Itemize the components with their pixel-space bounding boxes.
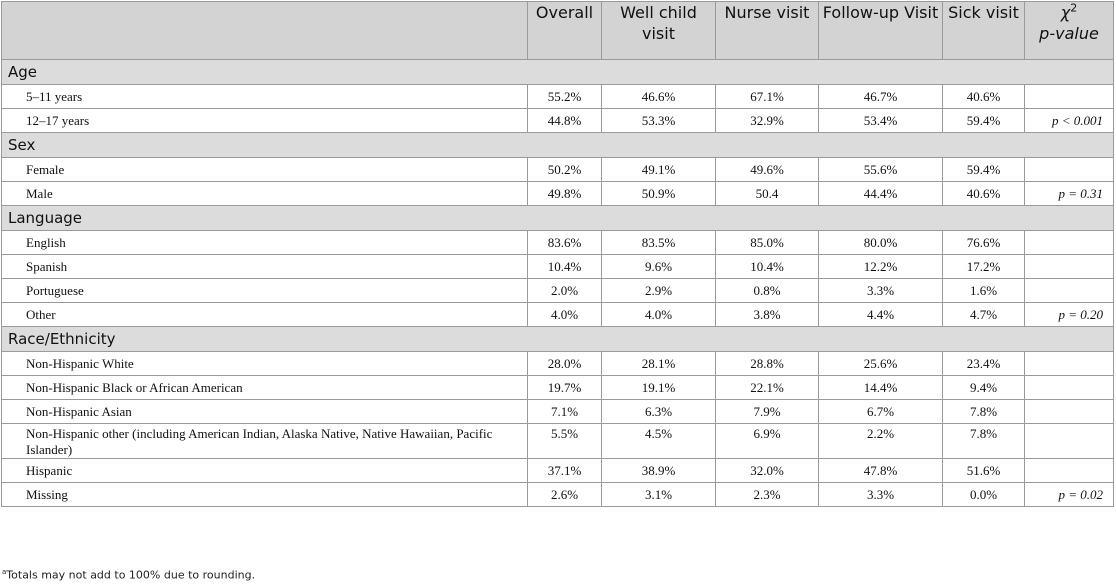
cell-p-value [1025,459,1114,483]
cell-follow-up: 55.6% [819,158,943,182]
row-label: English [2,231,528,255]
cell-well-child: 19.1% [602,376,716,400]
cell-overall: 2.0% [528,279,602,303]
cell-p-value [1025,400,1114,424]
cell-overall: 28.0% [528,352,602,376]
cell-overall: 50.2% [528,158,602,182]
section-title: Sex [2,133,1114,158]
cell-overall: 44.8% [528,109,602,133]
cell-follow-up: 2.2% [819,424,943,459]
table-row [2,483,1114,507]
cell-nurse: 49.6% [716,158,819,182]
table-row [2,303,1114,327]
table-row [2,376,1114,400]
cell-p-value [1025,231,1114,255]
cell-well-child: 49.1% [602,158,716,182]
cell-nurse: 32.9% [716,109,819,133]
cell-well-child: 83.5% [602,231,716,255]
cell-overall: 10.4% [528,255,602,279]
cell-nurse: 22.1% [716,376,819,400]
table-body [2,60,1114,507]
cell-follow-up: 6.7% [819,400,943,424]
p-value-text: p = 0.02 [1058,486,1103,502]
cell-follow-up: 3.3% [819,483,943,507]
row-label: Other [2,303,528,327]
table-row [2,459,1114,483]
cell-nurse: 67.1% [716,85,819,109]
cell-p-value [1025,182,1114,206]
cell-follow-up: 80.0% [819,231,943,255]
cell-p-value [1025,109,1114,133]
cell-well-child: 2.9% [602,279,716,303]
cell-follow-up: 25.6% [819,352,943,376]
cell-p-value [1025,85,1114,109]
cell-sick: 59.4% [943,109,1025,133]
cell-overall: 7.1% [528,400,602,424]
cell-follow-up: 4.4% [819,303,943,327]
cell-p-value [1025,352,1114,376]
row-label: Non-Hispanic White [2,352,528,376]
header-well-child: Well child visit [602,2,716,60]
cell-sick: 17.2% [943,255,1025,279]
row-label: Female [2,158,528,182]
cell-sick: 1.6% [943,279,1025,303]
section-row [2,206,1114,231]
cell-nurse: 3.8% [716,303,819,327]
cell-sick: 23.4% [943,352,1025,376]
cell-nurse: 32.0% [716,459,819,483]
p-value-label: p-value [1039,24,1099,43]
cell-sick: 51.6% [943,459,1025,483]
chi-power: 2 [1070,1,1078,15]
cell-p-value [1025,255,1114,279]
cell-overall: 37.1% [528,459,602,483]
cell-sick: 7.8% [943,424,1025,459]
cell-well-child: 6.3% [602,400,716,424]
table-row [2,352,1114,376]
cell-nurse: 85.0% [716,231,819,255]
cell-sick: 40.6% [943,182,1025,206]
row-label: Non-Hispanic other (including American Indian, Alaska Native, Native Hawaiian, Pacific Islander) [2,424,528,459]
table-row [2,231,1114,255]
row-label: Spanish [2,255,528,279]
cell-p-value [1025,158,1114,182]
cell-nurse: 0.8% [716,279,819,303]
cell-p-value [1025,424,1114,459]
section-row [2,60,1114,85]
cell-sick: 4.7% [943,303,1025,327]
cell-follow-up: 12.2% [819,255,943,279]
section-title: Language [2,206,1114,231]
row-label: Non-Hispanic Asian [2,400,528,424]
cell-overall: 83.6% [528,231,602,255]
footnote [2,568,255,582]
footnote-mark: a [2,568,7,576]
demographics-table [1,1,1114,507]
cell-nurse: 28.8% [716,352,819,376]
header-nurse: Nurse visit [716,2,819,60]
cell-follow-up: 53.4% [819,109,943,133]
cell-sick: 76.6% [943,231,1025,255]
row-label: Missing [2,483,528,507]
table-row [2,158,1114,182]
cell-overall: 19.7% [528,376,602,400]
cell-p-value [1025,279,1114,303]
p-value-text: p = 0.20 [1058,306,1103,322]
cell-follow-up: 44.4% [819,182,943,206]
cell-well-child: 3.1% [602,483,716,507]
header-blank [2,2,528,60]
section-row [2,133,1114,158]
header-row [2,2,1114,60]
cell-follow-up: 14.4% [819,376,943,400]
chi-symbol: χ [1060,3,1071,22]
header-sick: Sick visit [943,2,1025,60]
cell-overall: 2.6% [528,483,602,507]
cell-well-child: 9.6% [602,255,716,279]
cell-nurse: 50.4 [716,182,819,206]
cell-well-child: 50.9% [602,182,716,206]
cell-sick: 7.8% [943,400,1025,424]
header-follow-up: Follow-up Visit [819,2,943,60]
row-label: Hispanic [2,459,528,483]
cell-nurse: 6.9% [716,424,819,459]
header-chi-square [1025,2,1114,60]
cell-nurse: 7.9% [716,400,819,424]
footnote-text: Totals may not add to 100% due to rounding. [6,568,256,582]
row-label: Non-Hispanic Black or African American [2,376,528,400]
cell-well-child: 28.1% [602,352,716,376]
section-title: Age [2,60,1114,85]
cell-sick: 59.4% [943,158,1025,182]
cell-well-child: 53.3% [602,109,716,133]
section-row [2,327,1114,352]
cell-well-child: 38.9% [602,459,716,483]
p-value-text: p = 0.31 [1058,185,1103,201]
cell-p-value [1025,376,1114,400]
cell-well-child: 46.6% [602,85,716,109]
table-row [2,85,1114,109]
cell-sick: 0.0% [943,483,1025,507]
cell-p-value [1025,483,1114,507]
table-row [2,255,1114,279]
row-label: Portuguese [2,279,528,303]
table-row [2,424,1114,459]
table-row [2,400,1114,424]
p-value-text: p < 0.001 [1051,112,1103,128]
cell-overall: 5.5% [528,424,602,459]
table-row [2,279,1114,303]
table-row [2,182,1114,206]
row-label: Male [2,182,528,206]
cell-overall: 55.2% [528,85,602,109]
cell-well-child: 4.5% [602,424,716,459]
cell-follow-up: 3.3% [819,279,943,303]
cell-follow-up: 47.8% [819,459,943,483]
cell-overall: 49.8% [528,182,602,206]
cell-nurse: 2.3% [716,483,819,507]
cell-sick: 40.6% [943,85,1025,109]
table-header [2,2,1114,60]
cell-sick: 9.4% [943,376,1025,400]
row-label: 5–11 years [2,85,528,109]
section-title: Race/Ethnicity [2,327,1114,352]
cell-follow-up: 46.7% [819,85,943,109]
cell-overall: 4.0% [528,303,602,327]
cell-p-value [1025,303,1114,327]
cell-nurse: 10.4% [716,255,819,279]
cell-well-child: 4.0% [602,303,716,327]
row-label: 12–17 years [2,109,528,133]
header-overall: Overall [528,2,602,60]
table-row [2,109,1114,133]
